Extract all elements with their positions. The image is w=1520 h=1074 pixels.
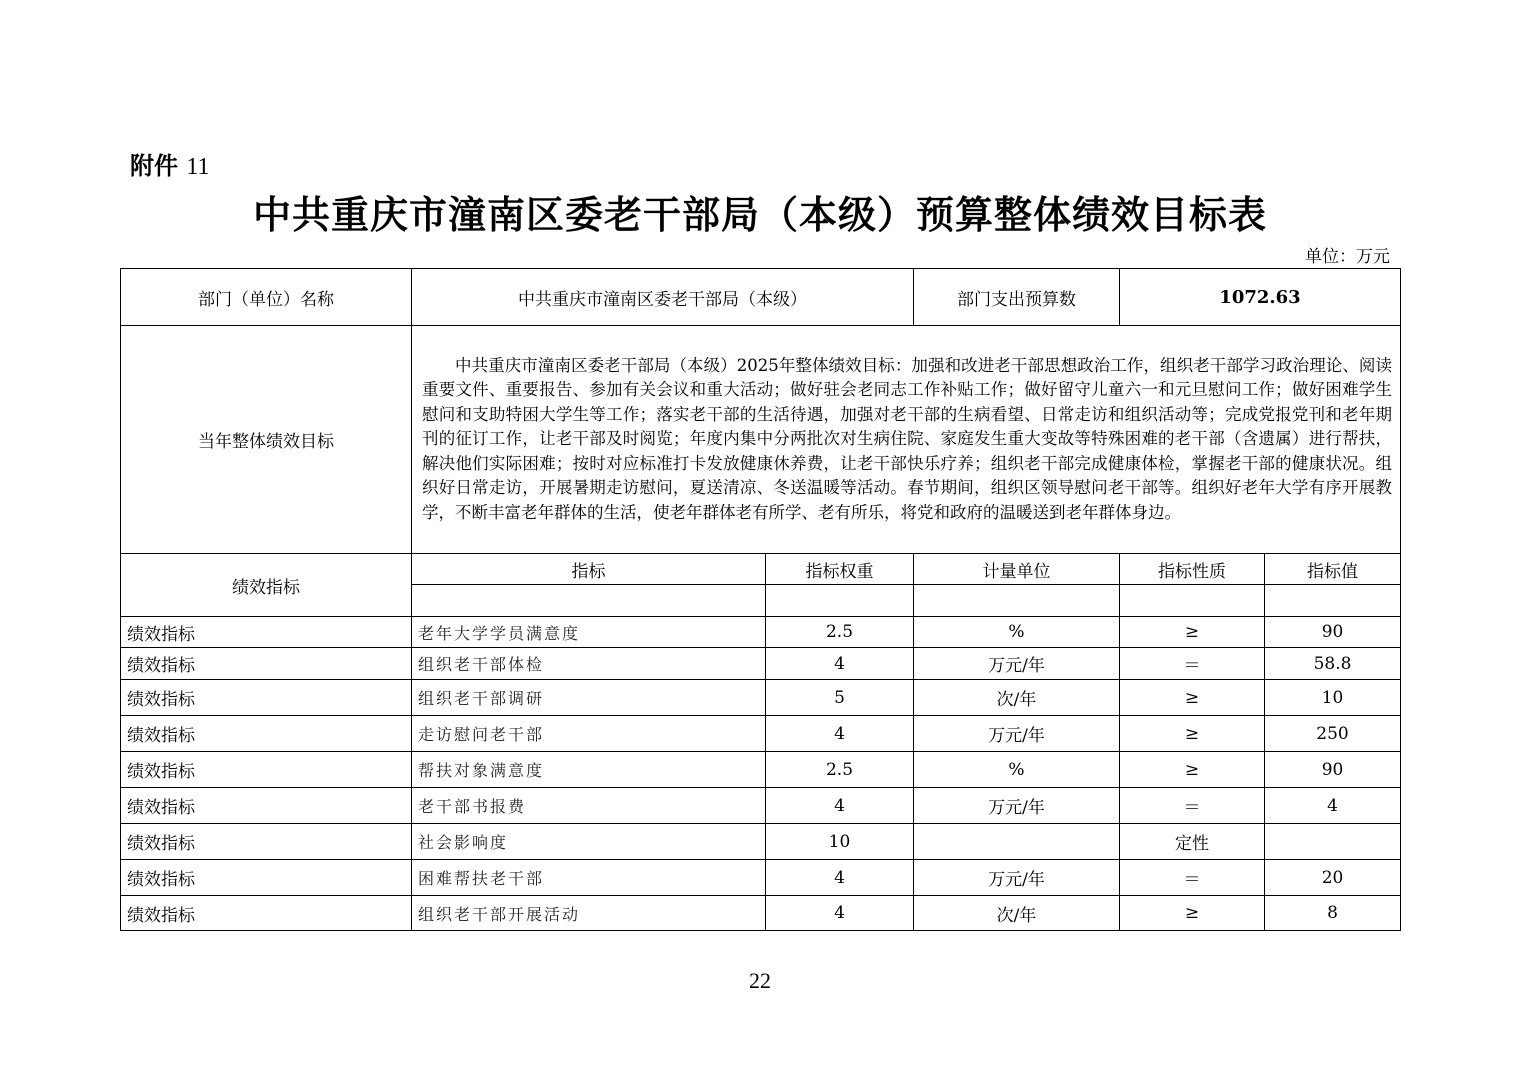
indicator-category: 绩效指标 <box>121 860 412 896</box>
indicator-value: 4 <box>1265 788 1401 824</box>
indicator-nature: ≥ <box>1120 680 1265 716</box>
indicator-unit: 万元/年 <box>914 716 1120 752</box>
indicator-unit: 次/年 <box>914 896 1120 931</box>
dept-info-row <box>121 269 1401 326</box>
indicator-unit: % <box>914 617 1120 648</box>
dept-name-value: 中共重庆市潼南区委老干部局（本级） <box>412 269 914 326</box>
indicator-unit: % <box>914 752 1120 788</box>
indicator-category: 绩效指标 <box>121 716 412 752</box>
indicator-category: 绩效指标 <box>121 824 412 860</box>
blank-cell <box>412 585 766 617</box>
indicator-nature: ≥ <box>1120 716 1265 752</box>
indicator-nature: ≥ <box>1120 617 1265 648</box>
indicator-category: 绩效指标 <box>121 752 412 788</box>
indicator-category: 绩效指标 <box>121 680 412 716</box>
indicator-value: 90 <box>1265 752 1401 788</box>
table-row <box>121 824 1401 860</box>
indicator-weight: 4 <box>766 896 914 931</box>
indicator-name: 困难帮扶老干部 <box>412 860 766 896</box>
indicator-value: 20 <box>1265 860 1401 896</box>
unit-note: 单位：万元 <box>1305 247 1390 267</box>
indicator-value: 10 <box>1265 680 1401 716</box>
indicator-weight: 5 <box>766 680 914 716</box>
blank-cell <box>766 585 914 617</box>
col-header-indicator: 指标 <box>412 554 766 585</box>
indicator-category: 绩效指标 <box>121 896 412 931</box>
indicator-nature: ＝ <box>1120 860 1265 896</box>
indicator-name: 老干部书报费 <box>412 788 766 824</box>
indicator-nature: ＝ <box>1120 788 1265 824</box>
budget-value: 1072.63 <box>1120 269 1401 326</box>
col-header-unit: 计量单位 <box>914 554 1120 585</box>
indicator-weight: 4 <box>766 716 914 752</box>
indicator-name: 帮扶对象满意度 <box>412 752 766 788</box>
goal-text: 中共重庆市潼南区委老干部局（本级）2025年整体绩效目标：加强和改进老干部思想政治工作，组织老干部学习政治理论、阅读重要文件、重要报告、参加有关会议和重大活动；做好驻会老同志工作补贴工作；做好留守儿童六一和元旦慰问工作；做好困难学生慰问和支助特困大学生等工作；落实老干部的生活待遇，加强对老干部的生病看望、日常走访和组织活动等；完成党报党刊和老年期刊的征订工作，让老干部及时阅览；年度内集中分两批次对生病住院、家庭发生重大变故等特殊困难的老干部（含遗属）进行帮扶，解决他们实际困难；按时对应标准打卡发放健康休养费，让老干部快乐疗养；组织老干部完成健康体检，掌握老干部的健康状况。组织好日常走访，开展暑期走访慰问，夏送清凉、冬送温暖等活动。春节期间，组织区领导慰问老干部等。组织好老年大学有序开展教学，不断丰富老年群体的生活，使老年群体老有所学、老有所乐，将党和政府的温暖送到老年群体身边。 <box>412 326 1401 554</box>
goal-row <box>121 326 1401 554</box>
indicator-unit: 万元/年 <box>914 860 1120 896</box>
indicator-unit: 次/年 <box>914 680 1120 716</box>
table-row <box>121 680 1401 716</box>
attachment-label-text: 附件 <box>130 152 178 180</box>
blank-cell <box>914 585 1120 617</box>
indicator-category: 绩效指标 <box>121 648 412 680</box>
table-row <box>121 788 1401 824</box>
table-row <box>121 648 1401 680</box>
indicator-nature: 定性 <box>1120 824 1265 860</box>
budget-label: 部门支出预算数 <box>914 269 1120 326</box>
indicator-weight: 4 <box>766 860 914 896</box>
col-header-value: 指标值 <box>1265 554 1401 585</box>
col-header-nature: 指标性质 <box>1120 554 1265 585</box>
indicator-nature: ＝ <box>1120 648 1265 680</box>
indicator-weight: 10 <box>766 824 914 860</box>
indicator-value <box>1265 824 1401 860</box>
indicator-category: 绩效指标 <box>121 788 412 824</box>
indicator-value: 90 <box>1265 617 1401 648</box>
page-number: 22 <box>749 968 771 993</box>
indicator-unit <box>914 824 1120 860</box>
attachment-label <box>130 146 209 181</box>
indicator-value: 250 <box>1265 716 1401 752</box>
indicator-nature: ≥ <box>1120 752 1265 788</box>
indicator-name: 组织老干部调研 <box>412 680 766 716</box>
performance-target-table <box>120 268 1401 931</box>
indicator-unit: 万元/年 <box>914 788 1120 824</box>
indicator-name: 组织老干部体检 <box>412 648 766 680</box>
table-row <box>121 860 1401 896</box>
indicator-name: 组织老干部开展活动 <box>412 896 766 931</box>
indicator-nature: ≥ <box>1120 896 1265 931</box>
table-row <box>121 752 1401 788</box>
attachment-number: 11 <box>186 154 210 180</box>
indicator-weight: 2.5 <box>766 752 914 788</box>
indicator-weight: 4 <box>766 648 914 680</box>
indicator-value: 8 <box>1265 896 1401 931</box>
col-header-weight: 指标权重 <box>766 554 914 585</box>
indicator-header-row <box>121 554 1401 585</box>
page-title: 中共重庆市潼南区委老干部局（本级）预算整体绩效目标表 <box>252 193 1267 237</box>
indicator-category: 绩效指标 <box>121 617 412 648</box>
table-row <box>121 716 1401 752</box>
dept-name-label: 部门（单位）名称 <box>121 269 412 326</box>
table-row <box>121 617 1401 648</box>
indicator-weight: 4 <box>766 788 914 824</box>
table-row <box>121 896 1401 931</box>
indicator-name: 老年大学学员满意度 <box>412 617 766 648</box>
indicator-unit: 万元/年 <box>914 648 1120 680</box>
goal-label: 当年整体绩效目标 <box>121 326 412 554</box>
indicator-name: 走访慰问老干部 <box>412 716 766 752</box>
indicator-section-label: 绩效指标 <box>121 554 412 617</box>
indicator-weight: 2.5 <box>766 617 914 648</box>
indicator-value: 58.8 <box>1265 648 1401 680</box>
blank-cell <box>1120 585 1265 617</box>
blank-cell <box>1265 585 1401 617</box>
indicator-name: 社会影响度 <box>412 824 766 860</box>
